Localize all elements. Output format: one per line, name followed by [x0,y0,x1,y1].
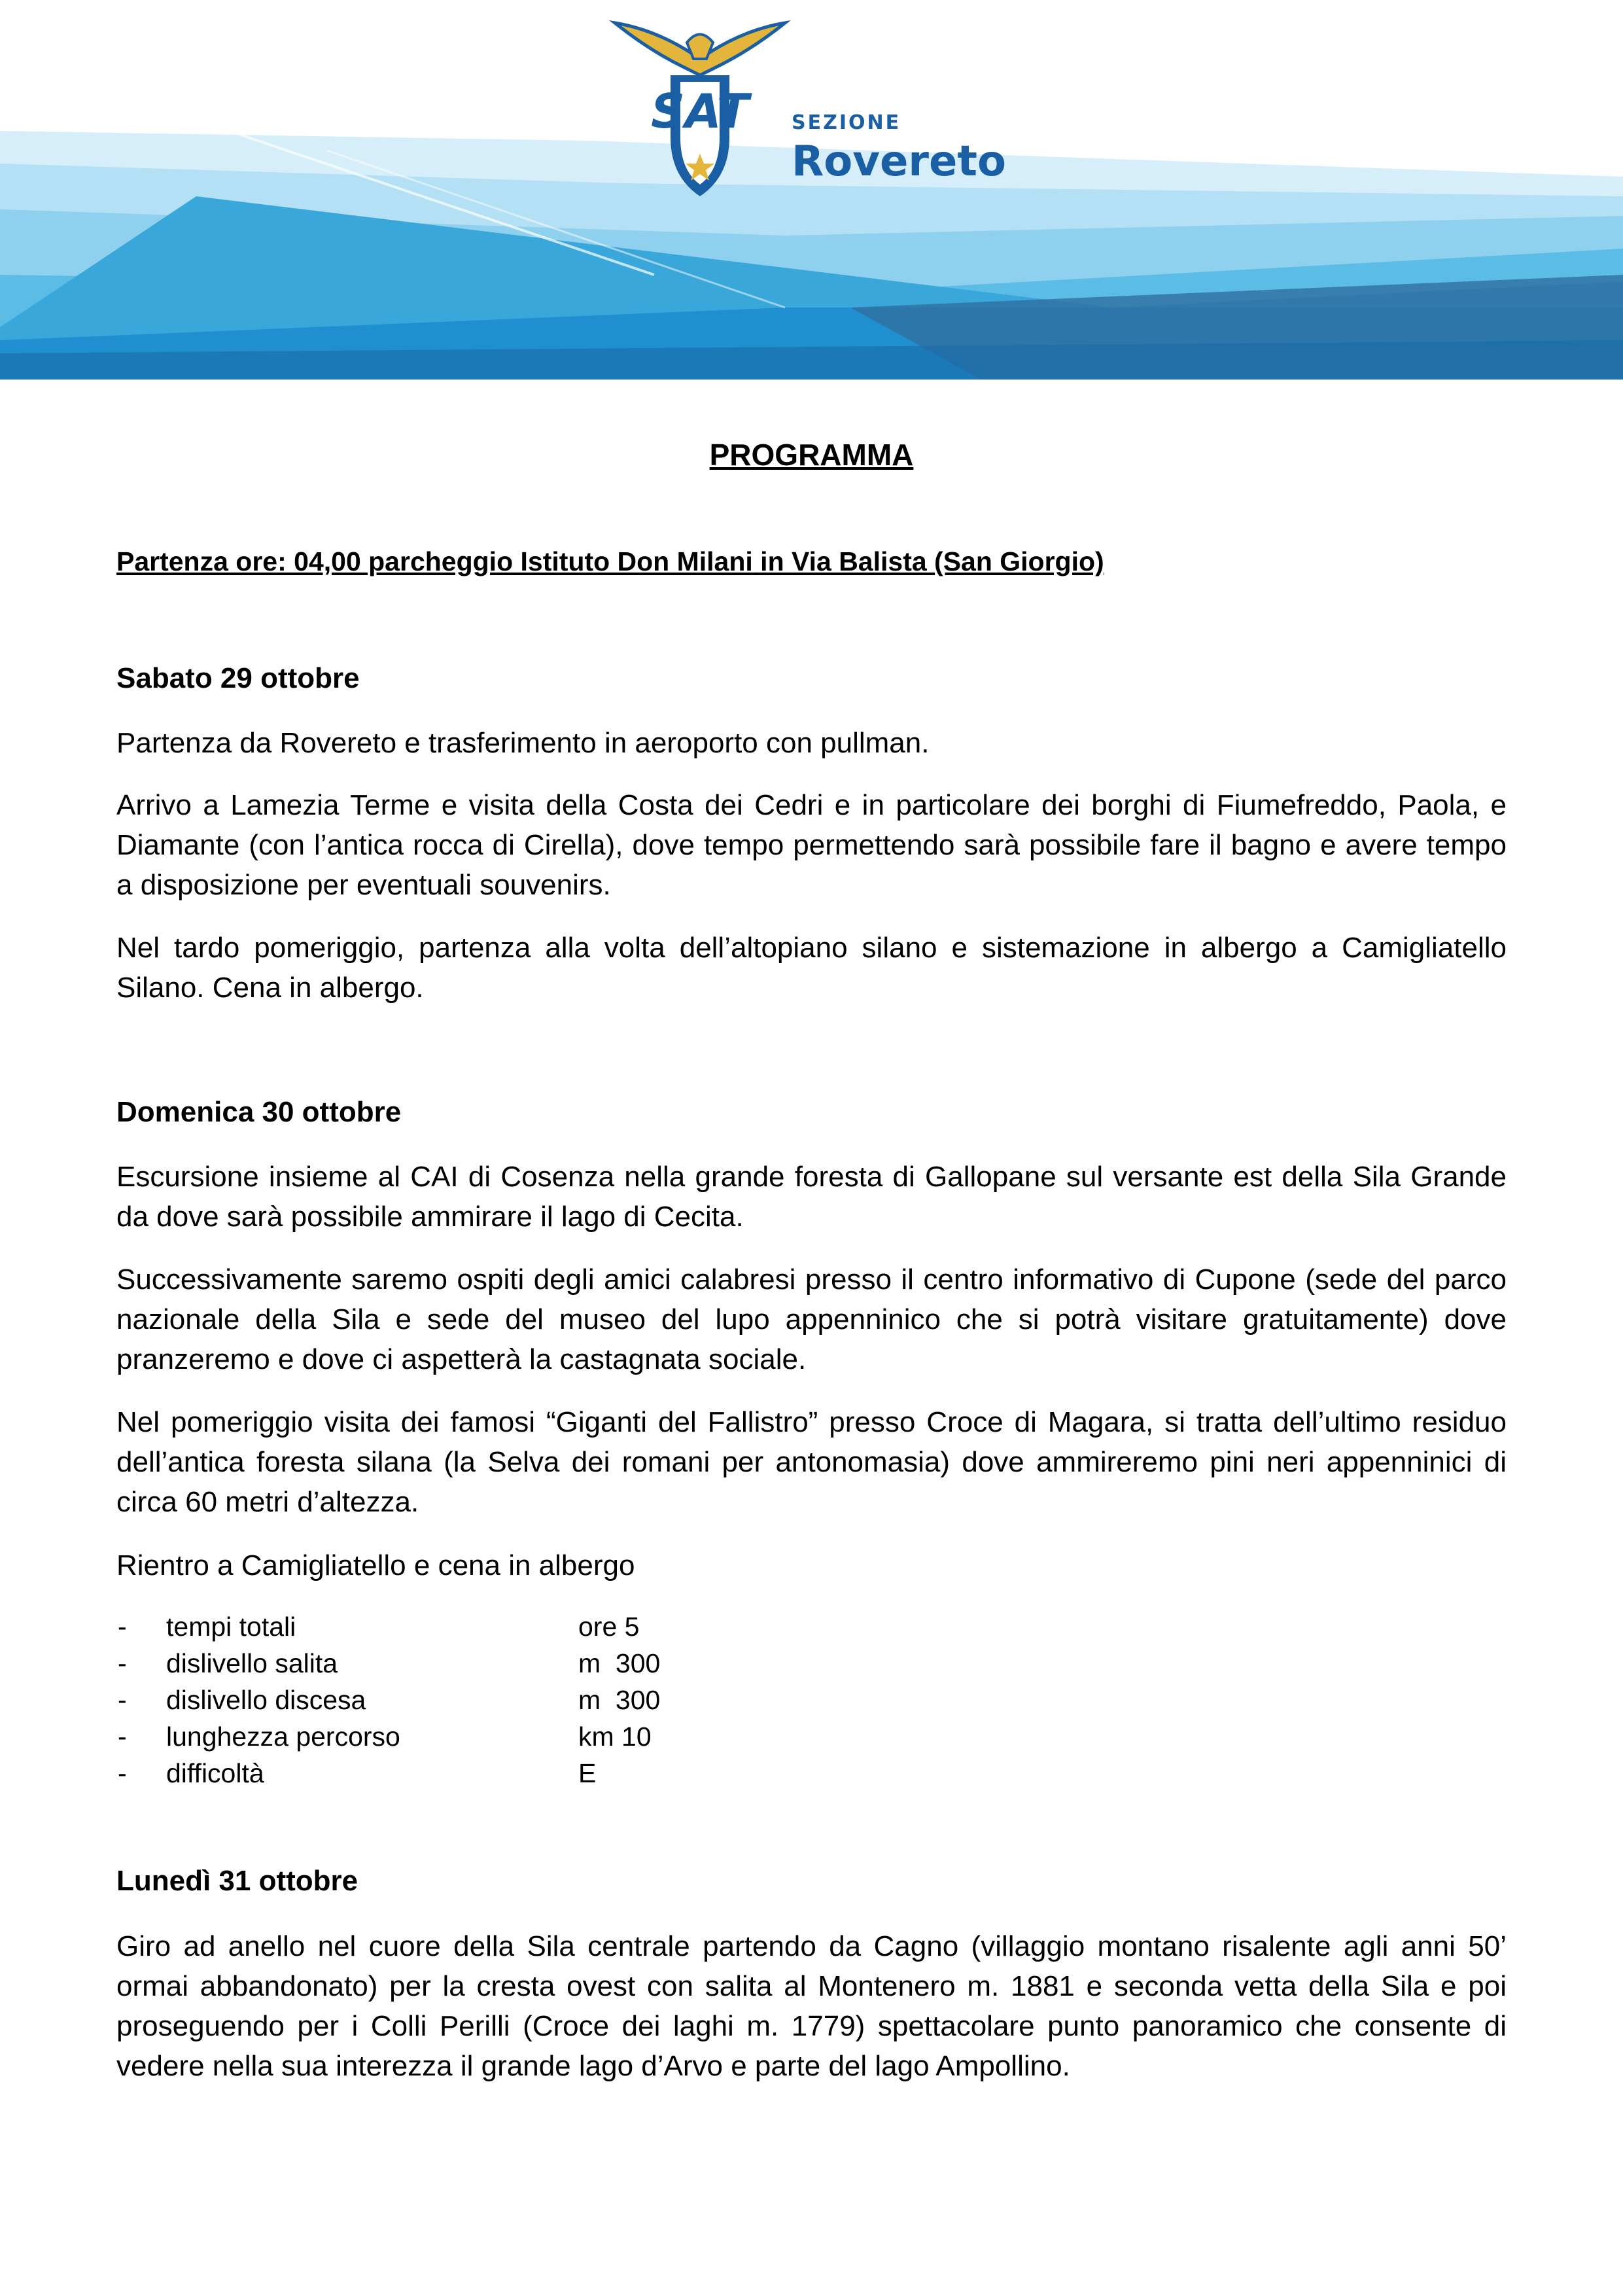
day1-paragraph-2: Arrivo a Lamezia Terme e visita della Costa dei Cedri e in particolare dei borghi di Fiumefreddo, Paola, e Diamante (con l’antica rocca di Cirella), dove tempo permettendo sarà possibile fare il bagno e avere tempo a disposizione per eventuali souvenirs. [116,789,1507,901]
stat-label: tempi totali [166,1612,296,1642]
list-item [116,1608,901,1645]
list-bullet: - [118,1758,127,1788]
svg-text:SAT: SAT [651,84,749,139]
stat-value: km 10 [578,1722,652,1752]
stat-value: E [578,1758,597,1788]
day-heading-sunday: Domenica 30 ottobre [116,1096,402,1128]
list-item [116,1718,901,1755]
day2-paragraph-1: Escursione insieme al CAI di Cosenza nella grande foresta di Gallopane sul versante est della Sila Grande da dove sarà possibile ammirare il lago di Cecita. [116,1161,1507,1233]
day2-paragraph-3: Nel pomeriggio visita dei famosi “Giganti del Fallistro” presso Croce di Magara, si tratta dell’ultimo residuo dell’antica foresta silana (la Selva dei romani per antonomasia) dove ammireremo pini neri appenninici di circa 60 metri d’altezza. [116,1406,1507,1518]
day2-paragraph-2: Successivamente saremo ospiti degli amici calabresi presso il centro informativo di Cupone (sede del parco nazionale della Sila e sede del museo del lupo appenninico che si potrà visitare gratuitamente) dove pranzeremo e dove ci aspetterà la castagnata sociale. [116,1263,1507,1375]
stat-label: dislivello salita [166,1648,338,1678]
list-item [116,1682,901,1718]
stat-label: dislivello discesa [166,1685,366,1715]
day-heading-saturday: Sabato 29 ottobre [116,662,360,694]
stat-label: difficoltà [166,1758,264,1788]
day1-paragraph-3: Nel tardo pomeriggio, partenza alla volta dell’altopiano silano e sistemazione in albergo a Camigliatello Silano. Cena in albergo. [116,932,1507,1004]
sat-logo [608,13,1006,203]
day2-paragraph-4: Rientro a Camigliatello e cena in albergo [116,1549,635,1581]
day3-paragraph-1: Giro ad anello nel cuore della Sila centrale partendo da Cagno (villaggio montano risalente agli anni 50’ ormai abbandonato) per la cresta ovest con salita al Montenero m. 1881 e seconda vetta della Sila e poi proseguendo per i Colli Perilli (Croce dei laghi m. 1779) spettacolare punto panoramico che consente di vedere nella sua interezza il grande lago d’Arvo e parte del lago Ampollino. [116,1930,1507,2082]
stat-value: m 300 [578,1648,661,1678]
eagle-shield-icon [608,13,792,203]
logo-section-label: SEZIONE [792,111,901,134]
stat-value: m 300 [578,1685,661,1715]
stat-label: lunghezza percorso [166,1722,400,1752]
list-bullet: - [118,1685,127,1715]
list-item [116,1645,901,1682]
list-item [116,1755,901,1792]
day-heading-monday: Lunedì 31 ottobre [116,1865,358,1897]
day1-paragraph-1: Partenza da Rovereto e trasferimento in aeroporto con pullman. [116,727,930,759]
excursion-stats-list [116,1608,901,1792]
page-title: PROGRAMMA [709,438,914,472]
list-bullet: - [118,1722,127,1752]
departure-info: Partenza ore: 04,00 parcheggio Istituto Don Milani in Via Balista (San Giorgio) [116,546,1104,576]
logo-city: Rovereto [792,137,1006,186]
list-bullet: - [118,1612,127,1642]
stat-value: ore 5 [578,1612,640,1642]
list-bullet: - [118,1648,127,1678]
